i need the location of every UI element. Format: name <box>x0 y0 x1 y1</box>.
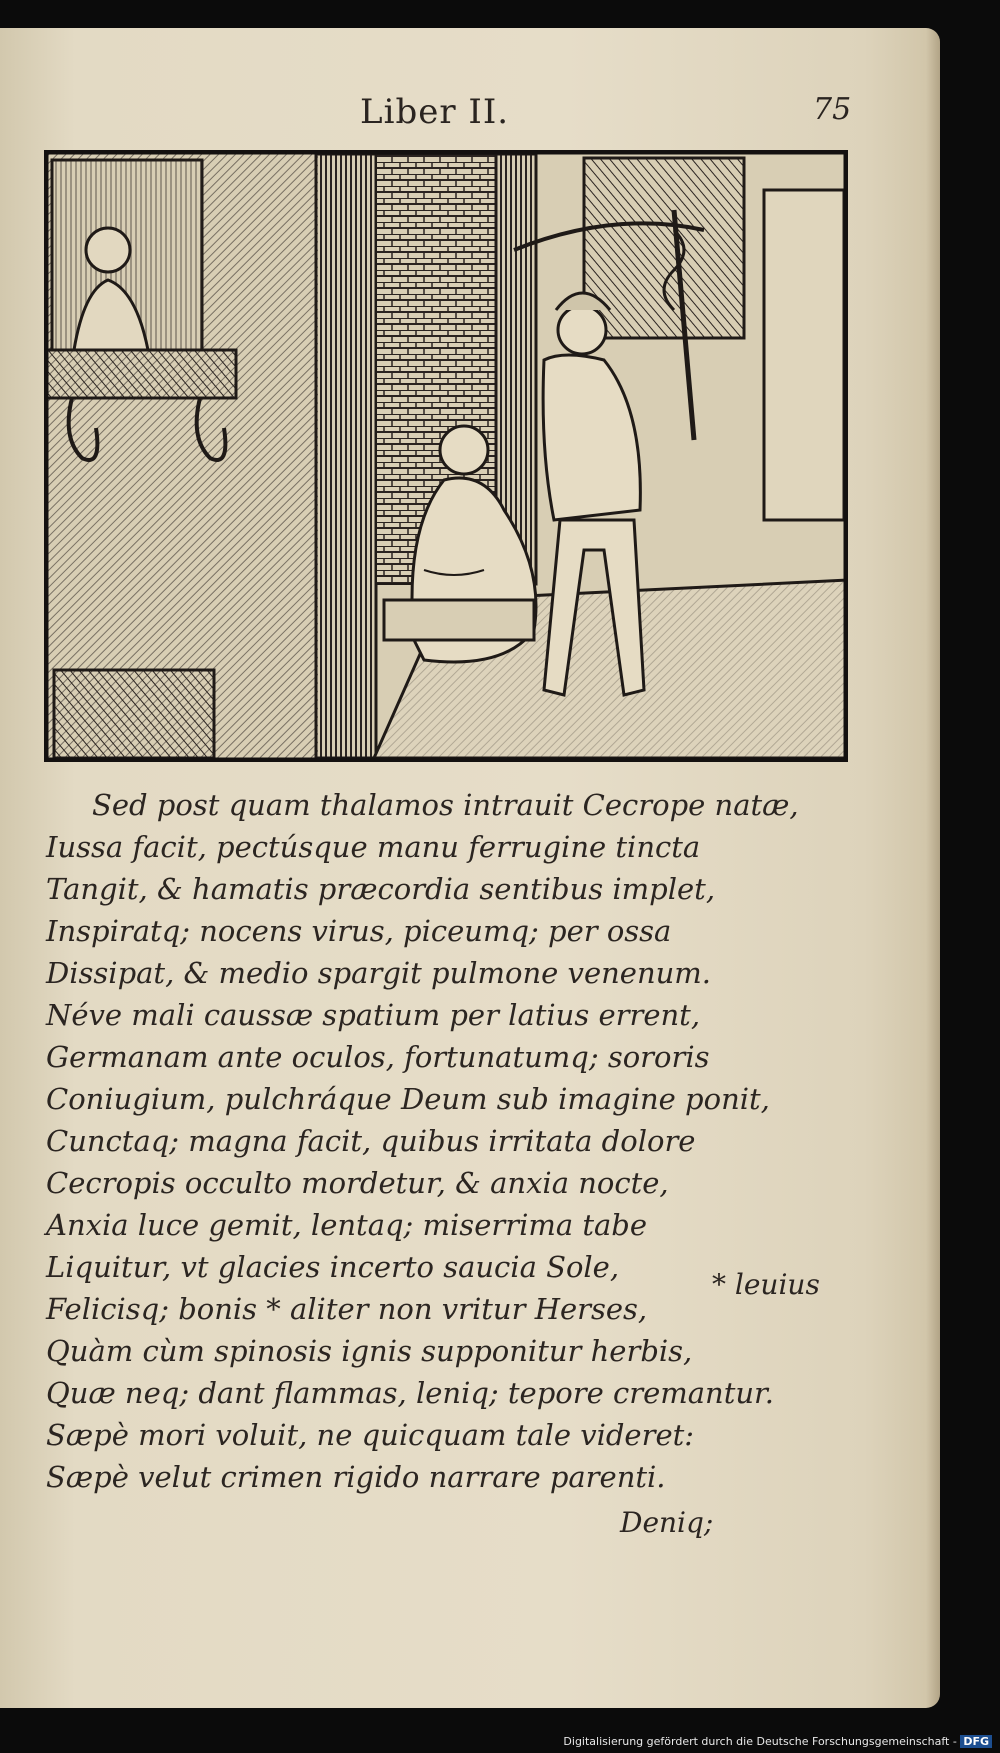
page-number: 75 <box>813 92 852 127</box>
footer-credit: Digitalisierung gefördert durch die Deutsche Forschungsgemeinschaft - <box>563 1735 957 1748</box>
digitization-footer <box>563 1735 992 1748</box>
marginal-note: * leuius <box>712 1268 820 1301</box>
dfg-logo: DFG <box>960 1735 992 1748</box>
verse-line: Sed post quam thalamos intrauit Cecrope natæ, <box>92 788 799 822</box>
verse-line: Quæ neq; dant flammas, leniq; tepore cremantur. <box>46 1376 774 1410</box>
verse-line: Sæpè mori voluit, ne quicquam tale videret: <box>46 1418 695 1452</box>
woodcut-illustration <box>44 150 848 762</box>
verse-line: Tangit, & hamatis præcordia sentibus implet, <box>46 872 716 906</box>
verse-line: Felicisq; bonis * aliter non vritur Herses, <box>46 1292 648 1326</box>
verse-line: Liquitur, vt glacies incerto saucia Sole, <box>46 1250 620 1284</box>
verse-line: Cunctaq; magna facit, quibus irritata dolore <box>46 1124 696 1158</box>
verse-line: Cecropis occulto mordetur, & anxia nocte, <box>46 1166 669 1200</box>
verse-line: Anxia luce gemit, lentaq; miserrima tabe <box>46 1208 648 1242</box>
verse-line: Germanam ante oculos, fortunatumq; sororis <box>46 1040 710 1074</box>
verse-line: Iussa facit, pectúsque manu ferrugine tincta <box>46 830 701 864</box>
catchword: Deniq; <box>620 1506 714 1539</box>
verse-line: Néve mali caussæ spatium per latius errent, <box>46 998 701 1032</box>
verse-line: Dissipat, & medio spargit pulmone venenum. <box>46 956 712 990</box>
verse-line: Inspiratq; nocens virus, piceumq; per ossa <box>46 914 672 948</box>
running-head: Liber II. <box>360 92 510 132</box>
verse-line: Quàm cùm spinosis ignis supponitur herbis, <box>46 1334 693 1368</box>
verse-line: Coniugium, pulchráque Deum sub imagine ponit, <box>46 1082 770 1116</box>
verse-line: Sæpè velut crimen rigido narrare parenti. <box>46 1460 666 1494</box>
